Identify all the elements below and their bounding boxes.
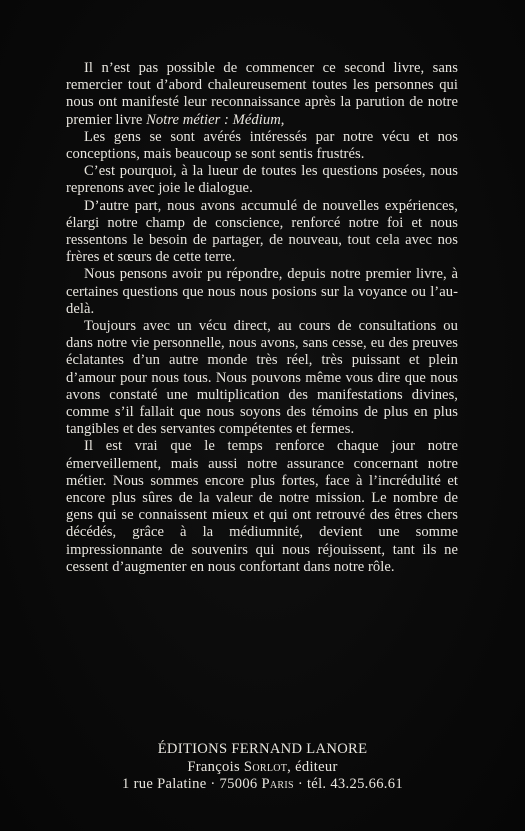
address-phone: · tél. 43.25.66.61 <box>293 776 403 793</box>
paragraph-3: C’est pourquoi, à la lueur de toutes les questions posées, nous reprenons avec joie le dialogue. <box>66 163 458 197</box>
paragraph-4: D’autre part, nous avons accumulé de nouvelles expériences, élargi notre champ de conscience, renforcé notre foi et nous ressentons le besoin de partager, de nouveau, tout cela avec nos frères et sœurs de cette terre. <box>66 197 458 266</box>
editor-role: , éditeur <box>287 758 338 775</box>
editor-first-name: François <box>187 758 244 775</box>
publisher-name: ÉDITIONS FERNAND LANORE <box>157 741 368 757</box>
paragraph-1-text: Il n’est pas possible de commencer ce second livre, sans remercier tout d’abord chaleureusement toutes les personnes qui nous ont manifesté leur reconnaissance après la parution de notre premier livre <box>66 60 458 128</box>
address-street: 1 rue Palatine · 75006 <box>122 776 262 793</box>
paragraph-1 <box>66 60 458 129</box>
paragraph-7: Il est vrai que le temps renforce chaque jour notre émerveillement, mais aussi notre assurance concernant notre métier. Nous sommes encore plus fortes, face à l’incrédulité et encore plus sûres de la valeur de notre mission. Le nombre de gens qui se connaissent mieux et qui ont retrouvé des êtres chers décédés, grâce à la médiumnité, devient une somme impressionnante de souvenirs qui nous réjouissent, tant ils ne cessent d’augmenter en nous confortant dans notre rôle. <box>66 438 458 575</box>
publisher-editor <box>0 759 525 777</box>
address-city: Paris <box>261 776 294 793</box>
paragraph-6: Toujours avec un vécu direct, au cours de consultations ou dans notre vie personnelle, nous avons, sans cesse, eu des preuves éclatantes d’un autre monde très réel, très puissant et plein d’amour pour nous tous. Nous pouvons même vous dire que nous avons constaté une multiplication des manifestations divines, comme s’il fallait que nous soyons des témoins de plus en plus tangibles et des servantes compétentes et fermes. <box>66 318 458 438</box>
book-title-italic: Notre métier : Médium, <box>146 111 285 128</box>
editor-last-name: Sorlot <box>243 758 288 775</box>
paragraph-5: Nous pensons avoir pu répondre, depuis notre premier livre, à certaines questions que nous nous posions sur la voyance ou l’au-delà. <box>66 266 458 317</box>
publisher-address <box>0 776 525 794</box>
blurb-text <box>66 60 458 576</box>
paragraph-2: Les gens se sont avérés intéressés par notre vécu et nos conceptions, mais beaucoup se sont sentis frustrés. <box>66 128 458 163</box>
publisher-imprint <box>0 741 525 794</box>
